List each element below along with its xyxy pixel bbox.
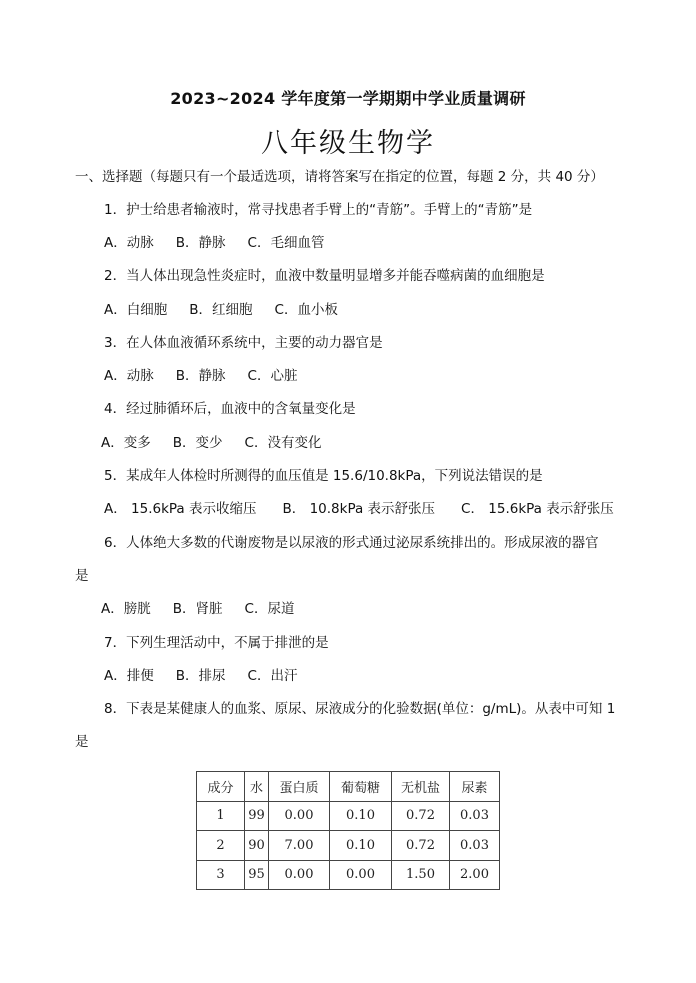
section-heading: 一、选择题（每题只有一个最适选项，请将答案写在指定的位置，每题 2 分，共 40 分） bbox=[75, 169, 604, 185]
table-cell: 2 bbox=[197, 831, 245, 861]
question-7-stem: 7．下列生理活动中，不属于排泄的是 bbox=[104, 635, 329, 651]
option-c: C．毛细血管 bbox=[247, 235, 325, 251]
option-a: A．动脉 bbox=[104, 368, 154, 384]
question-4-stem: 4．经过肺循环后，血液中的含氧量变化是 bbox=[104, 401, 356, 417]
question-4-options bbox=[101, 434, 321, 452]
table-row bbox=[197, 801, 500, 831]
option-a: A．膀胱 bbox=[101, 601, 151, 617]
header-cell: 水 bbox=[245, 772, 269, 802]
option-a: A．白细胞 bbox=[104, 302, 168, 318]
header-cell: 成分 bbox=[197, 772, 245, 802]
header-cell: 尿素 bbox=[450, 772, 500, 802]
table-row bbox=[197, 831, 500, 861]
option-c: C．尿道 bbox=[244, 601, 295, 617]
option-b: B．红细胞 bbox=[189, 302, 253, 318]
question-3-stem: 3．在人体血液循环系统中，主要的动力器官是 bbox=[104, 335, 383, 351]
table-cell: 90 bbox=[245, 831, 269, 861]
question-8-stem-continued: 是 bbox=[75, 734, 89, 750]
header-cell: 蛋白质 bbox=[269, 772, 330, 802]
option-b: B．排尿 bbox=[175, 668, 226, 684]
option-c: C．出汗 bbox=[247, 668, 298, 684]
table-cell: 0.03 bbox=[450, 801, 500, 831]
composition-table bbox=[196, 771, 500, 890]
question-6-options bbox=[101, 600, 294, 618]
table-cell: 0.00 bbox=[269, 860, 330, 890]
question-5-stem: 5．某成年人体检时所测得的血压值是 15.6/10.8kPa，下列说法错误的是 bbox=[104, 468, 543, 484]
question-1-stem: 1．护士给患者输液时，常寻找患者手臂上的“青筋”。手臂上的“青筋”是 bbox=[104, 202, 533, 218]
option-c: C． 15.6kPa 表示舒张压 bbox=[461, 501, 614, 517]
exam-title: 八年级生物学 bbox=[261, 128, 435, 159]
table-cell: 0.72 bbox=[392, 831, 450, 861]
question-1-options bbox=[104, 234, 324, 252]
exam-subtitle: 2023~2024 学年度第一学期期中学业质量调研 bbox=[170, 89, 526, 108]
question-8-stem: 8．下表是某健康人的血浆、原尿、尿液成分的化验数据(单位：g/mL)。从表中可知 1 bbox=[104, 701, 616, 717]
question-5-options bbox=[104, 500, 614, 518]
table-cell: 0.03 bbox=[450, 831, 500, 861]
option-c: C．血小板 bbox=[274, 302, 338, 318]
header-cell: 葡萄糖 bbox=[330, 772, 392, 802]
option-b: B．静脉 bbox=[175, 235, 226, 251]
table-cell: 1 bbox=[197, 801, 245, 831]
table-cell: 95 bbox=[245, 860, 269, 890]
table-cell: 7.00 bbox=[269, 831, 330, 861]
table-cell: 0.00 bbox=[269, 801, 330, 831]
question-2-stem: 2．当人体出现急性炎症时，血液中数量明显增多并能吞噬病菌的血细胞是 bbox=[104, 268, 545, 284]
table-header-row bbox=[197, 772, 500, 802]
option-a: A． 15.6kPa 表示收缩压 bbox=[104, 501, 257, 517]
option-b: B．肾脏 bbox=[172, 601, 223, 617]
table-cell: 99 bbox=[245, 801, 269, 831]
table-row bbox=[197, 860, 500, 890]
option-b: B．变少 bbox=[172, 435, 223, 451]
table-cell: 1.50 bbox=[392, 860, 450, 890]
option-a: A．变多 bbox=[101, 435, 151, 451]
question-2-options bbox=[104, 301, 338, 319]
option-b: B．静脉 bbox=[175, 368, 226, 384]
table-cell: 0.10 bbox=[330, 831, 392, 861]
option-a: A．排便 bbox=[104, 668, 154, 684]
question-3-options bbox=[104, 367, 297, 385]
table-cell: 3 bbox=[197, 860, 245, 890]
table-cell: 0.00 bbox=[330, 860, 392, 890]
header-cell: 无机盐 bbox=[392, 772, 450, 802]
option-a: A．动脉 bbox=[104, 235, 154, 251]
question-7-options bbox=[104, 667, 297, 685]
question-6-stem: 6．人体绝大多数的代谢废物是以尿液的形式通过泌尿系统排出的。形成尿液的器官 bbox=[104, 535, 599, 551]
table-cell: 0.72 bbox=[392, 801, 450, 831]
table-cell: 2.00 bbox=[450, 860, 500, 890]
option-c: C．没有变化 bbox=[244, 435, 322, 451]
option-c: C．心脏 bbox=[247, 368, 298, 384]
question-6-stem-continued: 是 bbox=[75, 568, 89, 584]
table-cell: 0.10 bbox=[330, 801, 392, 831]
option-b: B． 10.8kPa 表示舒张压 bbox=[282, 501, 436, 517]
